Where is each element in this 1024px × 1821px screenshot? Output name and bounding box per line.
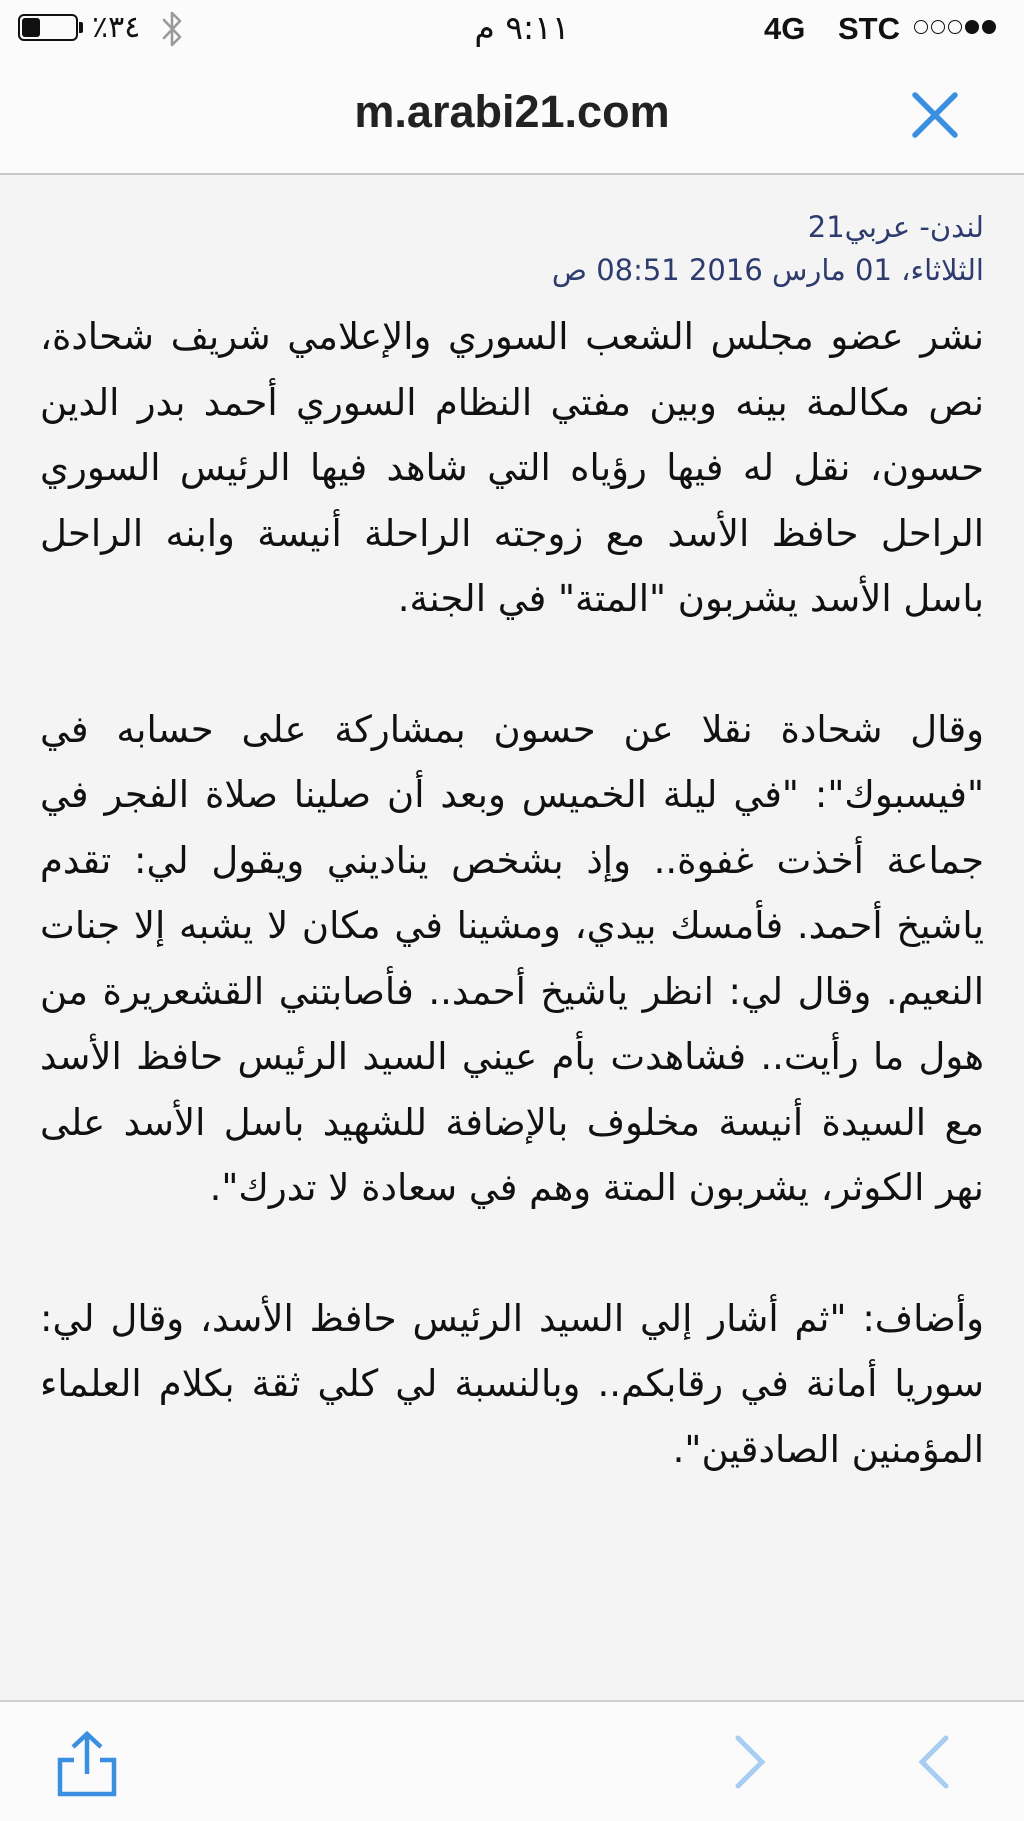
close-icon[interactable] xyxy=(900,80,970,150)
article-body xyxy=(40,304,984,1482)
battery-icon xyxy=(18,14,78,41)
signal-dot xyxy=(965,20,979,34)
article-paragraph: وقال شحادة نقلا عن حسون بمشاركة على حسابه في "فيسبوك": "في ليلة الخميس وبعد أن صلينا صلاة الفجر في جماعة أخذت غفوة.. وإذ بشخص يناديني ويقول لي: تقدم ياشيخ أحمد. فأمسك بيدي، ومشينا في مكان لا يشبه إلا جنات النعيم. وقال لي: انظر ياشيخ أحمد.. فأصابتني القشعريرة من هول ما رأيت.. فشاهدت بأم عيني السيد الرئيس حافظ الأسد مع السيدة أنيسة مخلوف بالإضافة للشهيد باسل الأسد على نهر الكوثر، يشربون المتة وهم في سعادة لا تدرك". xyxy=(40,707,984,1209)
status-bar xyxy=(0,0,1024,58)
page-url[interactable]: m.arabi21.com xyxy=(354,86,670,137)
bluetooth-icon xyxy=(160,9,184,49)
bottom-toolbar xyxy=(0,1700,1024,1821)
chevron-left-icon[interactable] xyxy=(910,1732,960,1792)
signal-dot xyxy=(982,20,996,34)
share-icon[interactable] xyxy=(52,1730,122,1800)
signal-icon xyxy=(914,20,996,34)
signal-dot xyxy=(931,20,945,34)
signal-dot xyxy=(948,20,962,34)
battery-percentage: ٪٣٤ xyxy=(92,10,141,45)
status-time: ٩:١١ م xyxy=(474,8,570,47)
article xyxy=(40,206,984,1482)
article-date: الثلاثاء، 01 مارس 2016 08:51 ص xyxy=(551,253,984,287)
carrier-name: STC xyxy=(838,11,900,46)
address-bar xyxy=(0,58,1024,175)
article-paragraph: وأضاف: "ثم أشار إلي السيد الرئيس حافظ الأسد، وقال لي: سوريا أمانة في رقابكم.. وبالنسبة لي كلي ثقة بكلام العلماء المؤمنين الصادقين". xyxy=(40,1296,984,1471)
article-dateline: لندن- عربي21 xyxy=(807,210,984,244)
network-type: 4G xyxy=(764,11,806,46)
battery-tip xyxy=(79,22,83,33)
battery-level-fill xyxy=(22,18,40,37)
article-paragraph: نشر عضو مجلس الشعب السوري والإعلامي شريف شحادة، نص مكالمة بينه وبين مفتي النظام السوري أحمد بدر الدين حسون، نقل له فيها رؤياه التي شاهد فيها الرئيس السوري الراحل حافظ الأسد مع زوجته الراحلة أنيسة وابنه الراحل باسل الأسد يشربون "المتة" في الجنة. xyxy=(40,315,984,620)
signal-dot xyxy=(914,20,928,34)
chevron-right-icon[interactable] xyxy=(726,1732,776,1792)
